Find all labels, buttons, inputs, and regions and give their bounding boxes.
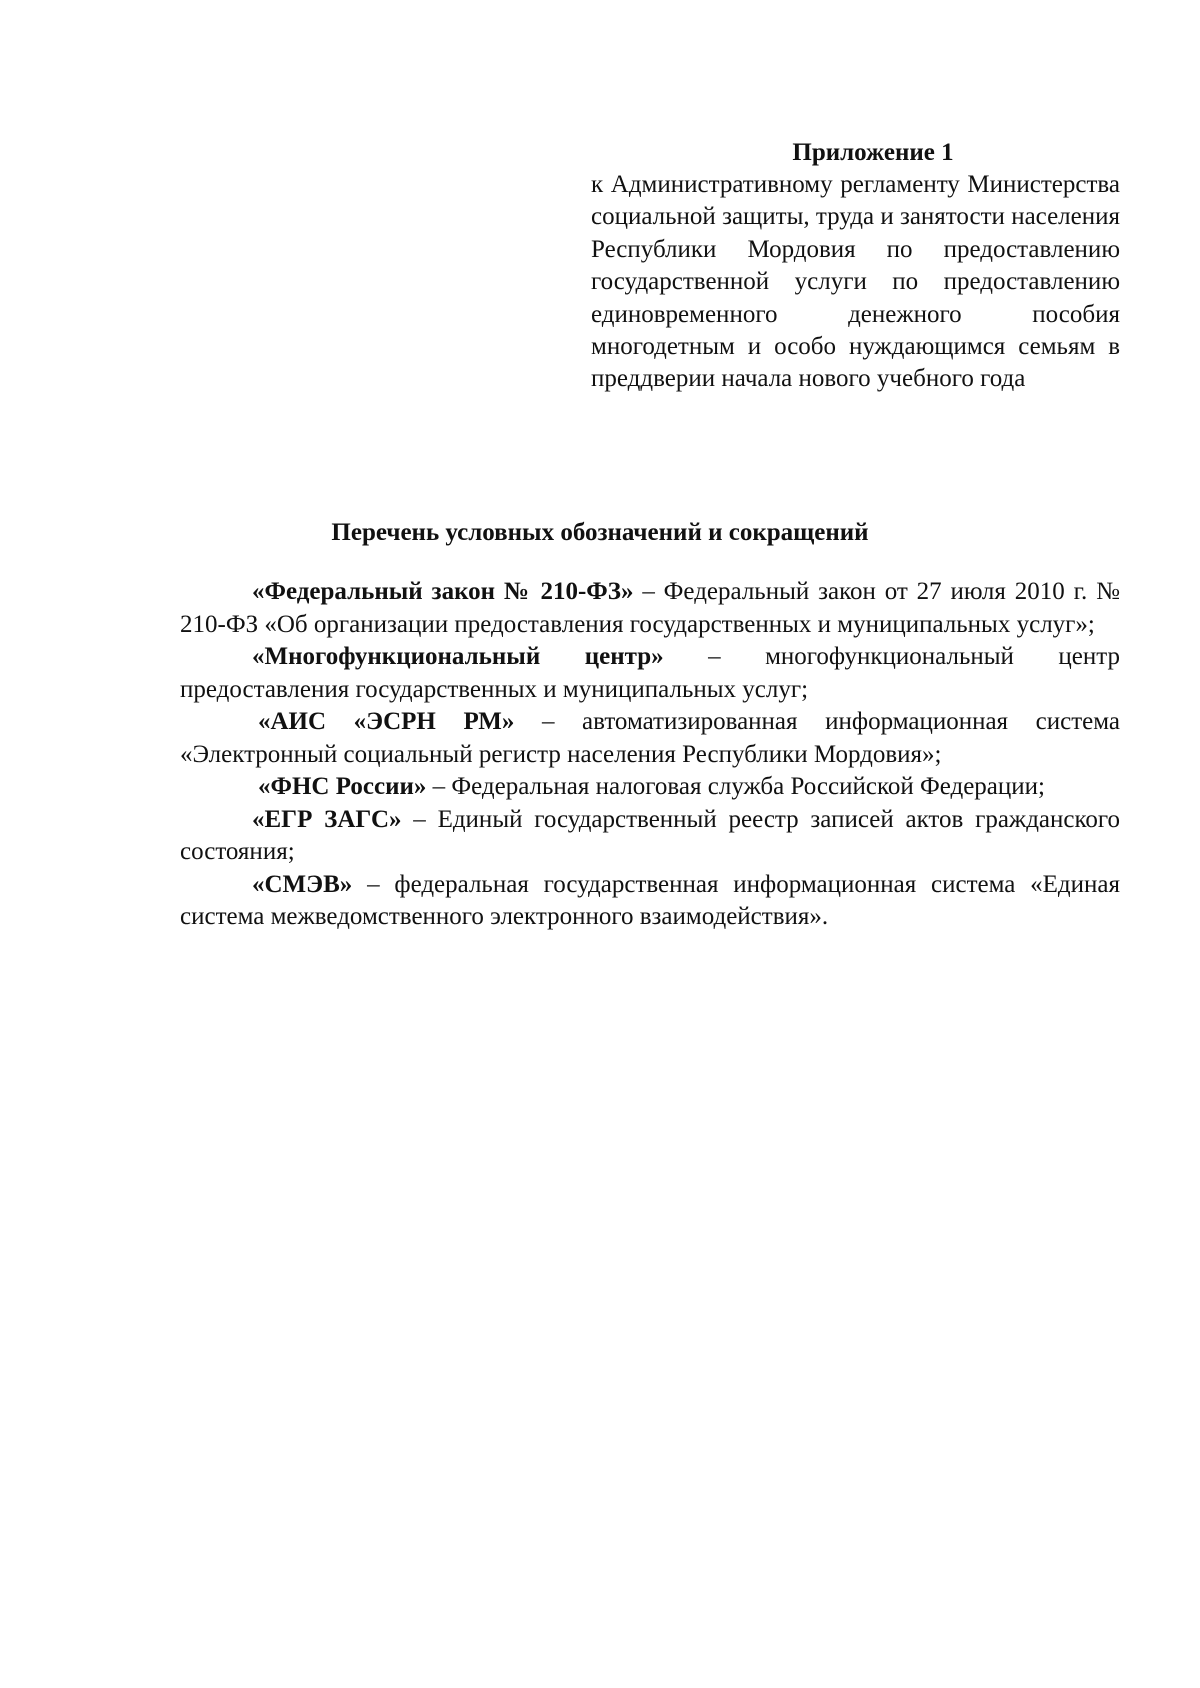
definition-term: «Федеральный закон № 210-ФЗ» bbox=[252, 578, 634, 605]
definition-text: – Федеральный закон от 27 июля 2010 г. № 210-ФЗ «Об организации предоставления государственных и муниципальных услуг»; bbox=[180, 578, 1120, 638]
definition-term: «ФНС России» bbox=[258, 773, 427, 800]
list-title: Перечень условных обозначений и сокращений bbox=[331, 519, 869, 546]
definition-item bbox=[180, 706, 1120, 771]
definitions-list bbox=[180, 576, 1120, 934]
appendix-title: Приложение 1 bbox=[792, 139, 954, 166]
definition-text: – Единый государственный реестр записей актов гражданского состояния; bbox=[180, 805, 1120, 865]
definition-term: «АИС «ЭСРН РМ» bbox=[258, 708, 515, 735]
appendix-body: к Административному регламенту Министерства социальной защиты, труда и занятости населения Республики Мордовия по предоставлению государственной услуги по предоставлению единовременного денежного пособия многодетным и особо нуждающимся семьям в преддверии начала нового учебного года bbox=[591, 171, 1120, 393]
definition-item bbox=[180, 804, 1120, 869]
definition-text: – федеральная государственная информационная система «Единая система межведомственного электронного взаимодействия». bbox=[180, 870, 1120, 930]
definition-item bbox=[180, 641, 1120, 706]
appendix-block bbox=[591, 136, 1120, 396]
definition-item bbox=[180, 576, 1120, 641]
definition-term: «ЕГР ЗАГС» bbox=[252, 805, 402, 833]
definition-text: – многофункциональный центр предоставления государственных и муниципальных услуг; bbox=[180, 643, 1120, 703]
definition-term: «Многофункциональный центр» bbox=[252, 643, 664, 670]
definition-text: – Федеральная налоговая служба Российской Федерации; bbox=[426, 773, 1045, 800]
definition-item bbox=[180, 869, 1120, 934]
definition-item bbox=[180, 771, 1120, 804]
definition-term: «СМЭВ» bbox=[252, 870, 353, 898]
definition-text: – автоматизированная информационная система «Электронный социальный регистр населения Республики Мордовия»; bbox=[180, 708, 1120, 768]
